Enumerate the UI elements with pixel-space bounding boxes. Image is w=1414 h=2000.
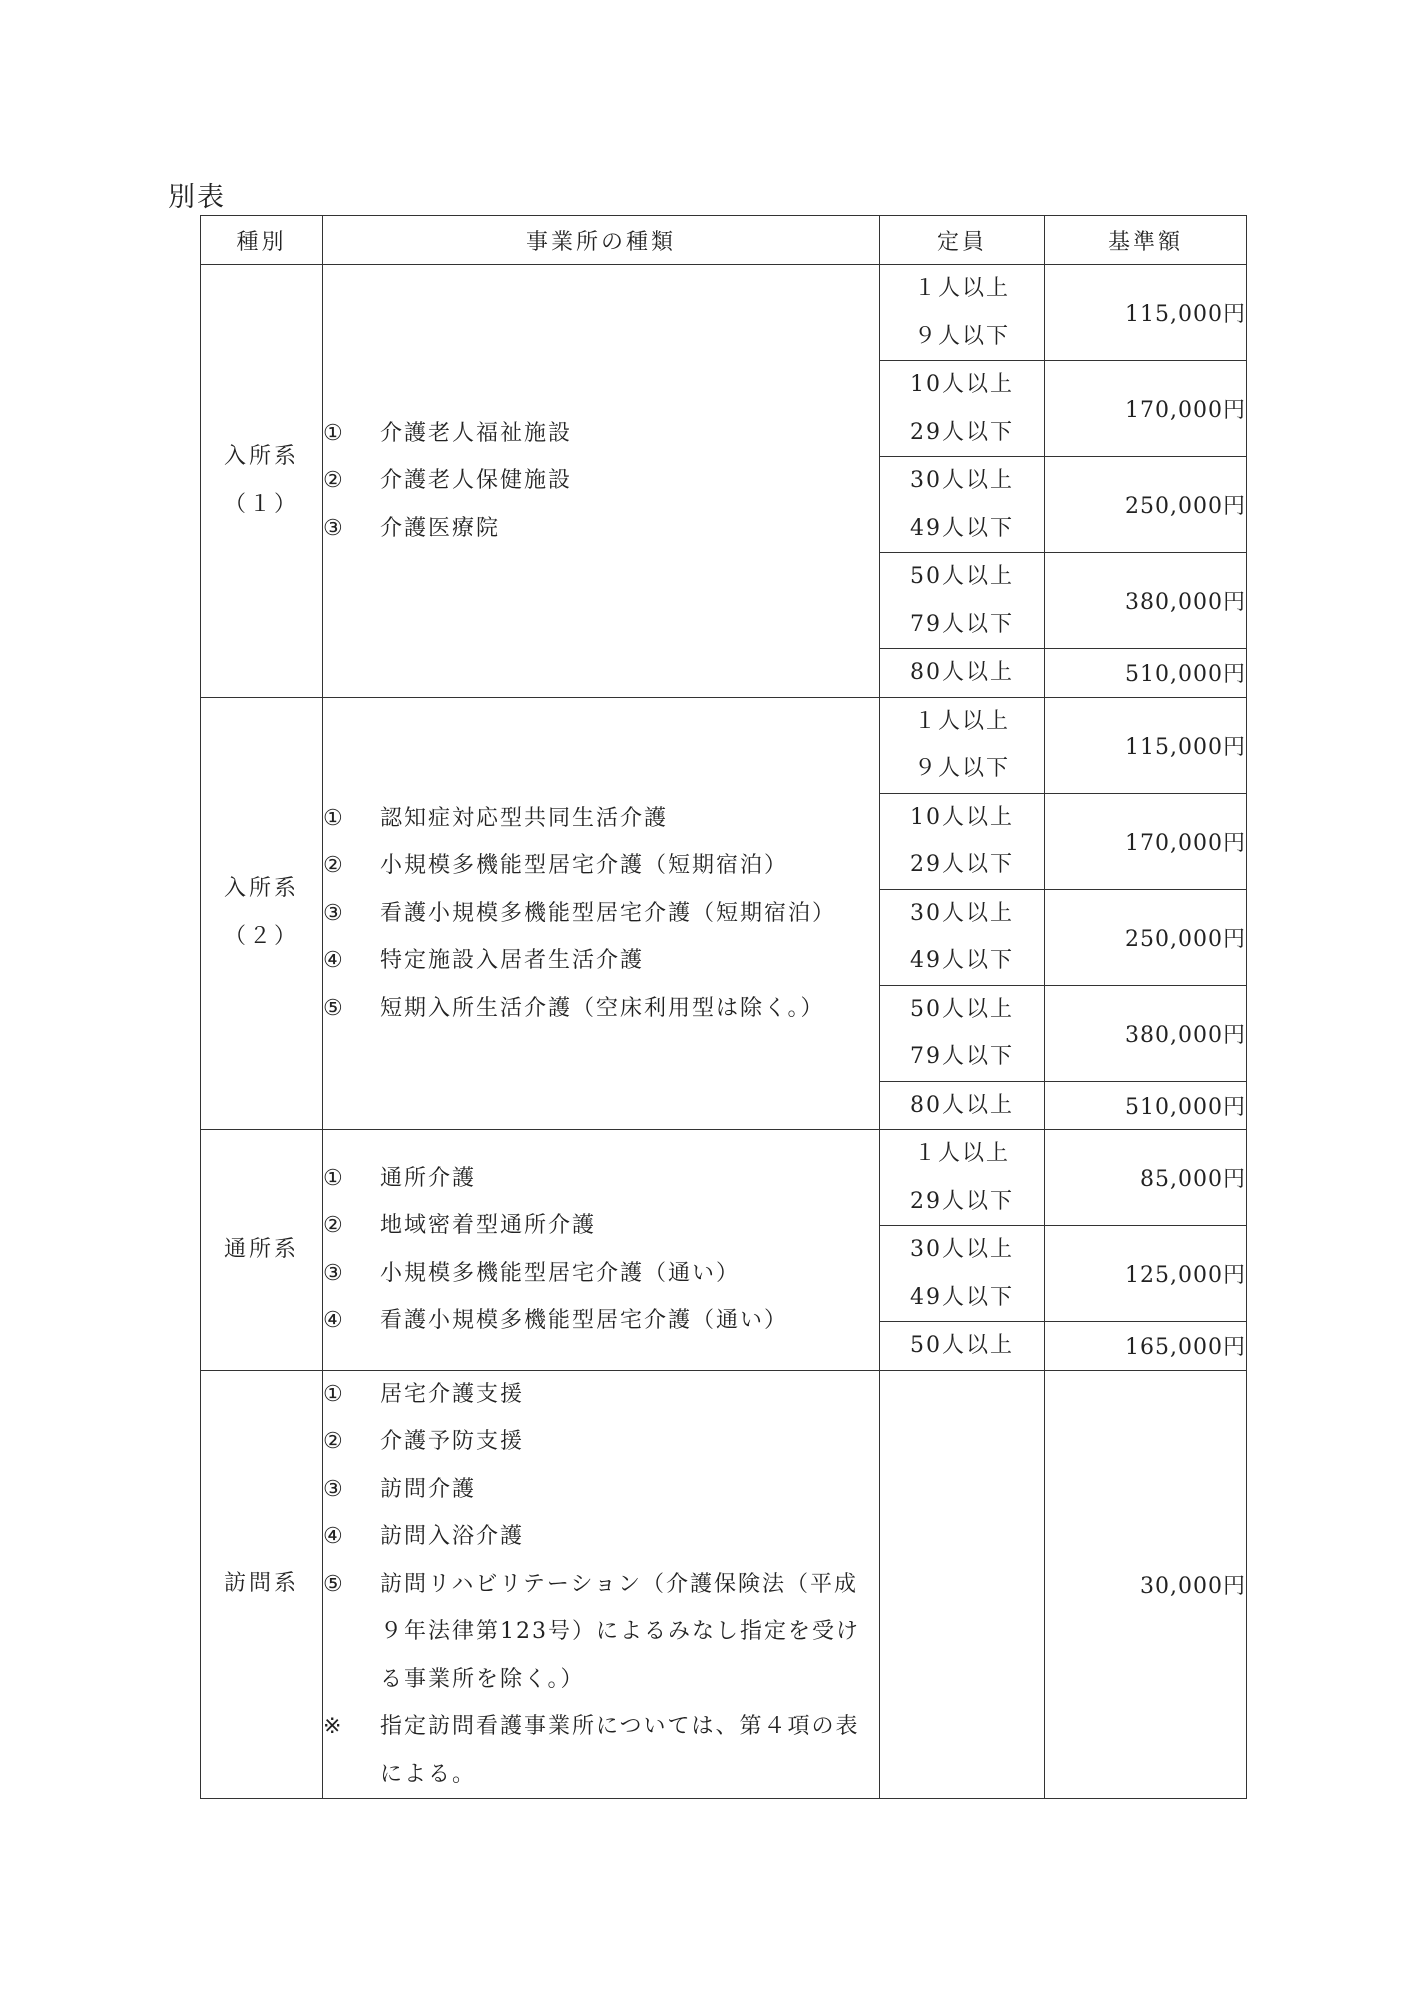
facility-type-text: 看護小規模多機能型居宅介護（通い） <box>380 1308 789 1334</box>
item-number: ⑤ <box>323 1571 345 1597</box>
page-heading: 別表 <box>168 182 226 213</box>
facility-type-item <box>323 842 879 890</box>
amount-cell: 250,000円 <box>1045 457 1247 553</box>
capacity-cell <box>880 889 1045 985</box>
facility-types-cell <box>323 697 880 1130</box>
amount-cell: 30,000円 <box>1045 1370 1247 1799</box>
category-label: （１） <box>223 491 299 517</box>
facility-type-item <box>323 1418 879 1466</box>
facility-type-text: 介護医療院 <box>380 515 501 541</box>
facility-type-text: 小規模多機能型居宅介護（通い） <box>380 1260 741 1286</box>
facility-type-item <box>323 1155 879 1203</box>
capacity-cell <box>880 1226 1045 1322</box>
header-capacity: 定員 <box>880 216 1045 265</box>
facility-type-item <box>323 1202 879 1250</box>
header-category: 種別 <box>201 216 323 265</box>
table-row <box>201 1370 1247 1799</box>
category-label: （２） <box>223 924 299 950</box>
capacity-text: 30人以上 <box>910 468 1014 493</box>
facility-type-text: 訪問入浴介護 <box>380 1524 525 1549</box>
facility-type-item <box>323 985 879 1033</box>
capacity-text: 49人以下 <box>910 948 1014 973</box>
facility-type-list <box>323 1371 879 1799</box>
item-number: ④ <box>323 948 345 973</box>
facility-type-text: 地域密着型通所介護 <box>380 1213 597 1239</box>
table-body <box>201 265 1247 1799</box>
facility-type-text: 認知症対応型共同生活介護 <box>380 805 669 831</box>
item-number: ② <box>323 1429 345 1454</box>
facility-type-text: 介護予防支援 <box>380 1429 525 1454</box>
facility-type-item <box>323 937 879 985</box>
facility-type-item <box>323 890 879 938</box>
capacity-text: 29人以下 <box>910 852 1014 877</box>
amount-cell: 170,000円 <box>1045 793 1247 889</box>
category-label: 入所系 <box>223 876 299 902</box>
facility-type-text: 訪問リハビリテーション（介護保険法（平成９年法律第123号）によるみなし指定を受ける事業所を除く。） <box>380 1571 860 1692</box>
facility-types-cell <box>323 265 880 698</box>
capacity-cell <box>880 697 1045 793</box>
capacity-cell <box>880 1081 1045 1130</box>
capacity-cell <box>880 1130 1045 1226</box>
facility-type-list <box>323 1155 879 1345</box>
facility-types-cell <box>323 1130 880 1371</box>
capacity-cell <box>880 793 1045 889</box>
amount-cell: 115,000円 <box>1045 265 1247 361</box>
capacity-text: ９人以下 <box>913 323 1010 349</box>
item-number: ③ <box>323 1260 345 1286</box>
item-number: ① <box>323 1381 345 1407</box>
capacity-text: １人以上 <box>913 1141 1010 1166</box>
amount-cell: 170,000円 <box>1045 361 1247 457</box>
amount-cell: 165,000円 <box>1045 1322 1247 1371</box>
capacity-cell <box>880 985 1045 1081</box>
capacity-text: 30人以上 <box>910 1237 1014 1262</box>
facility-type-text: 訪問介護 <box>380 1476 477 1502</box>
header-amount: 基準額 <box>1045 216 1247 265</box>
facility-type-item <box>323 795 879 843</box>
item-number: ② <box>323 1213 345 1239</box>
facility-type-item <box>323 457 879 505</box>
capacity-text: 80人以上 <box>910 1092 1014 1118</box>
amount-cell: 85,000円 <box>1045 1130 1247 1226</box>
category-cell <box>201 697 323 1130</box>
category-cell <box>201 1370 323 1799</box>
item-number: ※ <box>323 1714 344 1739</box>
facility-type-item <box>323 1513 879 1561</box>
category-cell <box>201 1130 323 1371</box>
facility-type-item <box>323 1561 879 1704</box>
capacity-text: １人以上 <box>913 276 1010 301</box>
facility-type-text: 介護老人福祉施設 <box>380 420 573 446</box>
capacity-text: 30人以上 <box>910 900 1014 926</box>
category-label: 入所系 <box>223 443 299 469</box>
amount-cell: 510,000円 <box>1045 1081 1247 1130</box>
facility-type-item <box>323 1297 879 1345</box>
category-cell <box>201 265 323 698</box>
facility-type-text: 小規模多機能型居宅介護（短期宿泊） <box>380 853 789 878</box>
capacity-text: 50人以上 <box>910 564 1014 589</box>
item-number: ⑤ <box>323 995 345 1021</box>
header-type: 事業所の種類 <box>323 216 880 265</box>
facility-type-text: 短期入所生活介護（空床利用型は除く。） <box>380 995 825 1021</box>
facility-type-text: 居宅介護支援 <box>380 1381 525 1407</box>
category-label: 訪問系 <box>223 1571 299 1597</box>
capacity-text: 50人以上 <box>910 1333 1014 1358</box>
capacity-cell <box>880 649 1045 698</box>
table-row <box>201 697 1247 793</box>
capacity-cell <box>880 553 1045 649</box>
capacity-text: ９人以下 <box>913 756 1010 781</box>
facility-type-item <box>323 410 879 458</box>
capacity-text: 79人以下 <box>910 1044 1014 1069</box>
facility-types-cell <box>323 1370 880 1799</box>
facility-type-text: 通所介護 <box>380 1165 477 1191</box>
capacity-cell <box>880 1370 1045 1799</box>
capacity-text: 29人以下 <box>910 1188 1014 1214</box>
facility-type-item <box>323 1466 879 1514</box>
capacity-text: 10人以上 <box>910 372 1014 397</box>
item-number: ① <box>323 420 345 446</box>
item-number: ② <box>323 853 345 878</box>
facility-type-text: 指定訪問看護事業所については、第４項の表による。 <box>380 1714 860 1787</box>
capacity-text: 79人以下 <box>910 611 1014 637</box>
header-row <box>201 216 1247 265</box>
capacity-cell <box>880 457 1045 553</box>
capacity-text: 80人以上 <box>910 660 1014 685</box>
amount-cell: 125,000円 <box>1045 1226 1247 1322</box>
capacity-text: 49人以下 <box>910 1284 1014 1310</box>
category-label: 通所系 <box>223 1236 299 1262</box>
amount-cell: 115,000円 <box>1045 697 1247 793</box>
capacity-text: 29人以下 <box>910 419 1014 445</box>
item-number: ① <box>323 1165 345 1191</box>
item-number: ② <box>323 468 345 493</box>
amount-cell: 510,000円 <box>1045 649 1247 698</box>
capacity-text: 49人以下 <box>910 515 1014 541</box>
facility-type-item <box>323 505 879 553</box>
amount-cell: 250,000円 <box>1045 889 1247 985</box>
capacity-cell <box>880 1322 1045 1371</box>
capacity-cell <box>880 361 1045 457</box>
amount-cell: 380,000円 <box>1045 553 1247 649</box>
capacity-text: 50人以上 <box>910 996 1014 1022</box>
facility-type-list <box>323 795 879 1033</box>
item-number: ④ <box>323 1524 345 1549</box>
capacity-text: １人以上 <box>913 708 1010 734</box>
capacity-cell <box>880 265 1045 361</box>
item-number: ③ <box>323 515 345 541</box>
facility-type-list <box>323 410 879 553</box>
item-number: ① <box>323 805 345 831</box>
facility-type-item <box>323 1250 879 1298</box>
fee-table <box>200 215 1247 1799</box>
facility-type-text: 看護小規模多機能型居宅介護（短期宿泊） <box>380 900 837 926</box>
item-number: ③ <box>323 900 345 926</box>
amount-cell: 380,000円 <box>1045 985 1247 1081</box>
facility-type-item <box>323 1371 879 1419</box>
table-row <box>201 1130 1247 1226</box>
table-row <box>201 265 1247 361</box>
facility-type-item <box>323 1703 879 1798</box>
facility-type-text: 介護老人保健施設 <box>380 468 573 493</box>
item-number: ④ <box>323 1308 345 1334</box>
facility-type-text: 特定施設入居者生活介護 <box>380 948 645 973</box>
capacity-text: 10人以上 <box>910 804 1014 830</box>
item-number: ③ <box>323 1476 345 1502</box>
